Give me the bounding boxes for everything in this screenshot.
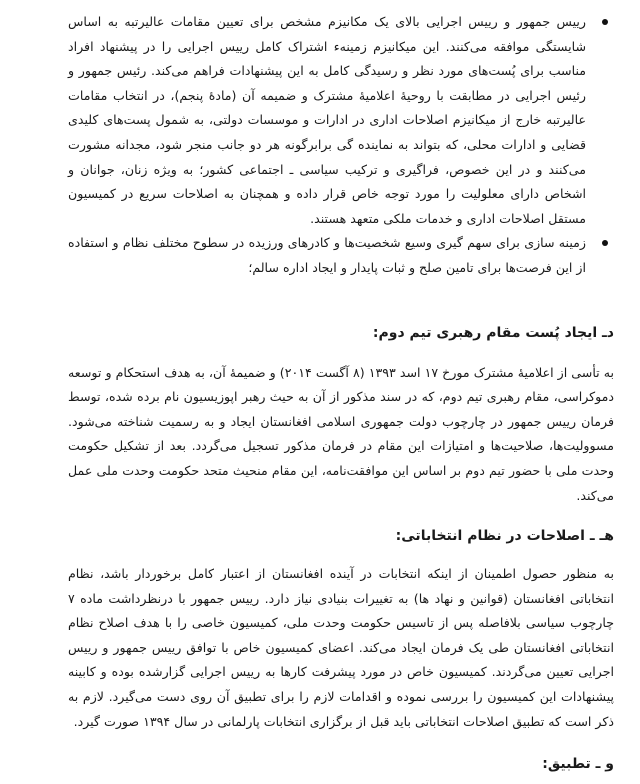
bullet-item	[68, 231, 614, 280]
bullet-icon	[602, 19, 608, 25]
bullet-text: رییس جمهور و رییس اجرایی بالای یک مکانیزم مشخص برای تعیین مقامات عالیرتبه به اساس شایستگی موافقه می‌کنند. این میکانیزم زمینهء اشتراک کامل رییس اجرایی را در پیشنهاد افراد مناسب برای پُست‌های مورد نظر و رسیدگی کامل به این پیشنهادات فراهم می‌کند. رئیس جمهور و رئیس اجرایی در مطابقت با روحیهٔ اعلامیهٔ مشترک و ضمیمه آن (مادهٔ پنجم)، در انتخاب مقامات عالیرتبه خارج از میکانیزم اصلاحات اداری در ادارات و موسسات دولتی، به شمول پست‌های کلیدی قضایی و ادارات محلی، که بتواند به نماینده گی برابرگونه هر دو جانب منجر شود، مجدانه مشورت می‌کنند و در این خصوص، فراگیری و ترکیب سیاسی ـ اجتماعی کشور؛ به ویژه زنان، جوانان و اشخاص دارای معلولیت را مورد توجه خاص قرار داده و همچنان به اصلاحات سریع در کمیسیون مستقل اصلاحات اداری و خدمات ملکی متعهد هستند.	[68, 14, 586, 226]
bullet-icon	[602, 240, 608, 246]
section-heading-implementation: و ـ تطبیق:	[542, 756, 614, 773]
section-heading-second-team-leader: دـ ایجاد پُست مقام رهبری تیم دوم:	[372, 324, 614, 341]
bullet-item	[68, 10, 614, 231]
section-heading-electoral-reform: هـ ـ اصلاحات در نظام انتخاباتی:	[395, 528, 614, 545]
document-page	[68, 10, 614, 776]
bullet-text: زمینه سازی برای سهم گیری وسیع شخصیت‌ها و کادرهای ورزیده در سطوح مختلف نظام و استفاده از این فرصت‌ها برای تامین صلح و ثبات پایدار و ایجاد اداره سالم؛	[68, 235, 586, 275]
section-body-electoral-reform: به منظور حصول اطمینان از اینکه انتخابات در آینده افغانستان از اعتبار کامل برخوردار باشد، نظام انتخاباتی افغانستان (قوانین و نهاد ها) به تغییرات بنیادی نیاز دارد. رییس جمهور با درنظرداشت ماده ۷ چارچوب سیاسی بلافاصله پس از تاسیس حکومت وحدت ملی، کمیسیون خاصی را با هدف اصلاح نظام انتخاباتی افغانستان طی یک فرمان ایجاد می‌کند. اعضای کمیسیون خاص با توافق رییس جمهور و رییس اجرایی تعیین می‌گردند. کمیسیون خاص در مورد پیشرفت کارها به رییس اجرایی گزارشده بوده و کابینه پیشنهادات این کمیسیون را بررسی نموده و اقدامات لازم را برای تطبیق آن روی دست می‌گیرد. لازم به ذکر است که تطبیق اصلاحات انتخاباتی باید قبل از برگزاری انتخابات پارلمانی در سال ۱۳۹۴ صورت گیرد.	[68, 566, 614, 729]
section-body-second-team-leader: به تأسی از اعلامیهٔ مشترک مورخ ۱۷ اسد ۱۳۹۳ (۸ آگست ۲۰۱۴) و ضمیمهٔ آن، به هدف استحکام و توسعه دموکراسی، مقام رهبری تیم دوم، که در سند مذکور از آن به حیث رهبر اپوزیسیون نام برده شده، توسط فرمان رییس جمهور در چارچوب دولت جمهوری اسلامی افغانستان ایجاد و به رسمیت شناخته می‌شود. مسوولیت‌ها، صلاحیت‌ها و امتیازات این مقام در فرمان مذکور تسجیل می‌گردد. بعد از تشکیل حکومت وحدت ملی با حضور تیم دوم بر اساس این موافقت‌نامه، این مقام منحیث متحد حکومت وحدت ملی عمل می‌کند.	[68, 364, 615, 503]
